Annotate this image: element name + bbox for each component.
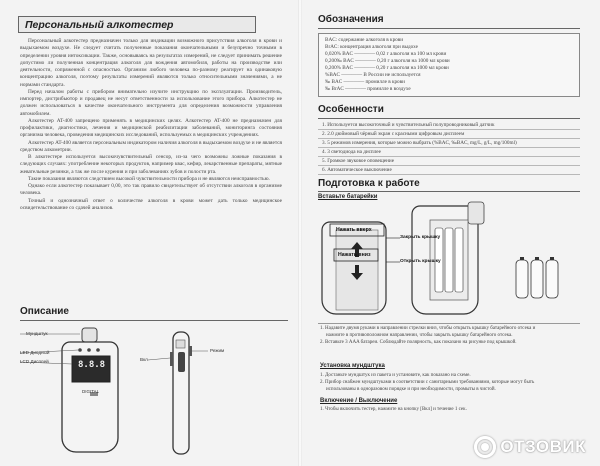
feature-item: 5. Громкое звуковое оповещение (318, 157, 580, 166)
step-line: 1. Чтобы включить тестер, нажмите на кнопку [Вкл] и течение 1 сек. (320, 407, 467, 412)
step-line: 1. Надавите двумя руками в направлении стрелки вниз, чтобы открыть крышку батарейного отсека и (320, 326, 536, 331)
paragraph: Точный и однозначный ответ о количестве алкоголя в крови может дать только медицинское освидетельствование со сдачей анализов. (20, 197, 282, 211)
symbol-item: ‰ BrAC ———— промилле в воздухе (325, 86, 411, 92)
lcd-label: LCD Дисплей (20, 359, 49, 364)
power-steps (320, 406, 582, 413)
feature-item: 1. Используется высокоточный и чувствительный полупроводниковый датчик (318, 121, 580, 130)
symbol-item: 0,020% BAC ———— 0,02 г алкоголя на 100 мл крови (325, 51, 447, 57)
right-page (300, 0, 600, 466)
watermark-logo-icon (474, 436, 496, 458)
prep-title: Подготовка к работе (318, 178, 420, 189)
battery-steps (320, 325, 582, 346)
features-underline (318, 118, 580, 119)
description-underline (20, 320, 288, 321)
paragraph: Однако если алкотестер показывает 0,00, это так правило свидетельствует об отсутствии алкоголя в организме человека. (20, 183, 282, 197)
mouthpiece-title: Установка мундштука (320, 363, 385, 369)
battery-illustration (300, 200, 600, 320)
symbol-item: %BAC ———— В России не используется (325, 72, 421, 78)
press-up-tag: Нажать вверх (336, 227, 372, 233)
close-cover-tag: Закрыть крышку (400, 235, 441, 240)
prep-underline (318, 191, 580, 192)
step-line: 2. Вставьте 3 AAA батареи. Соблюдайте полярность, как показано на рисунке под крышкой. (320, 340, 517, 345)
power-button-label: Вкл (140, 357, 148, 362)
step-line: нажмите в противоположном направлении, чтобы закрыть крышку батарейного отсека. (326, 333, 513, 338)
device-front-illustration (0, 322, 300, 466)
paragraph: Алкотестер AT-400 запрещено применять в медицинских целях. Алкотестер AT-400 не предназначен для профилактики, диагностики, лечения и медицинской реабилитации заболеваний, мониторинга состояния организма человека, проведения медицинских исследований, используемых в медицинских учреждениях. (20, 117, 282, 139)
page-title: Персональный алкотестер (18, 16, 256, 33)
symbol-item: BrAC: концентрация алкоголя при выдохе (325, 44, 418, 50)
symbols-list (318, 33, 580, 97)
step-line: 2. Прибор снабжен мундштуками в соответствии с санитарными требованиями, которые могут быть (320, 380, 535, 385)
paragraph: Такие показания являются следствием высокой чувствительности прибора и не являются неисправностью. (28, 175, 270, 182)
description-title: Описание (20, 306, 69, 317)
watermark-text: ОТЗОВИК (500, 437, 586, 456)
feature-item: 3. 5 режимов измерения, которые можно выбрать (%BAC, ‰BAC, mg/L, g/L, mg/100ml) (318, 139, 580, 148)
symbol-item: 0,200‰ BAC ———— 0,20 г алкоголя на 1000 мл крови (325, 58, 450, 64)
press-down-tag: Нажать вниз (338, 252, 371, 258)
led-label: LED Диодный (20, 350, 50, 355)
symbols-underline (318, 28, 580, 29)
intro-text (20, 38, 282, 278)
brand-label: DIGITAL (82, 389, 100, 394)
display-readout: 8.8.8 (78, 360, 106, 370)
features-title: Особенности (318, 104, 384, 115)
symbol-item: BAC: содержание алкоголя в крови (325, 37, 403, 43)
mouthpiece-label: Мундштук (26, 331, 48, 336)
paragraph: Алкотестер AT-400 является персональным индикатором наличия алкоголя в выдыхаемом воздухе и не является средством алкометрии. (20, 139, 282, 153)
paragraph: Персональный алкотестер предназначен только для индикации возможного присутствия алкоголя в крови и выдыхаемом воздухе. Не следует считать полученные показания окончательными и безупречно точными в определении уровня интоксикации. Также, основываясь на результатах измерений, не следует принимать решение допустимо ли полученная концентрация алкоголя для вождения автомобиля, работы на производстве или деятельности, сопряженной с опасностью. Организм любого человека по-разному реагирует на одинаковую концентрацию алкоголя, поэтому результаты измерений являются только относительными значениями, а не нормами стандарта. (20, 38, 282, 88)
mode-button-label: Режим (210, 348, 225, 353)
step-line: использованы в одноразовом порядке и при необходимости, промыты в чистой. (326, 387, 496, 392)
feature-item: 2. 2.0 дюймовый чёрный экран с красными цифровым дисплеем (318, 130, 580, 139)
watermark (474, 436, 586, 458)
features-list (318, 121, 580, 175)
power-title: Включение / Выключение (320, 398, 398, 404)
steps-divider (318, 323, 580, 324)
battery-title: Вставьте батарейки (318, 194, 378, 200)
paragraph: В алкотестере используется высокочувствительный сенсор, из-за чего возможны ложные показания в следующих случаях: употребление некоторых продуктов, например квас, кефир, лекарственные препараты, мятные жевательные резинки, а так же после курения и при заболеваниях зубов и полости рта. (20, 154, 282, 175)
step-line: 1. Достаньте мундштук из пакета и установите, как показано на схеме. (320, 373, 471, 378)
symbol-item: ‰ BAC ———— промилле в крови (325, 79, 405, 85)
symbols-title: Обозначения (318, 14, 384, 25)
paragraph: Перед началом работы с прибором внимательно изучите инструкцию по эксплуатации. Производитель, импортер, дистрибьютор и продавец не несут ответственности за использование этого прибора. Алкотестер не должен использоваться в качестве окончательного инструмента для определения возможности управления автомобилем. (20, 88, 282, 117)
open-cover-tag: Открыть крышку (400, 259, 441, 264)
feature-item: 4. 3 светодиода на дисплее (318, 148, 580, 157)
mouthpiece-steps (320, 372, 582, 393)
feature-item: 6. Автоматическое выключение (318, 166, 580, 175)
symbol-item: 0,200% BAC ———— 0,20 г алкоголя на 1000 мл крови (325, 65, 449, 71)
